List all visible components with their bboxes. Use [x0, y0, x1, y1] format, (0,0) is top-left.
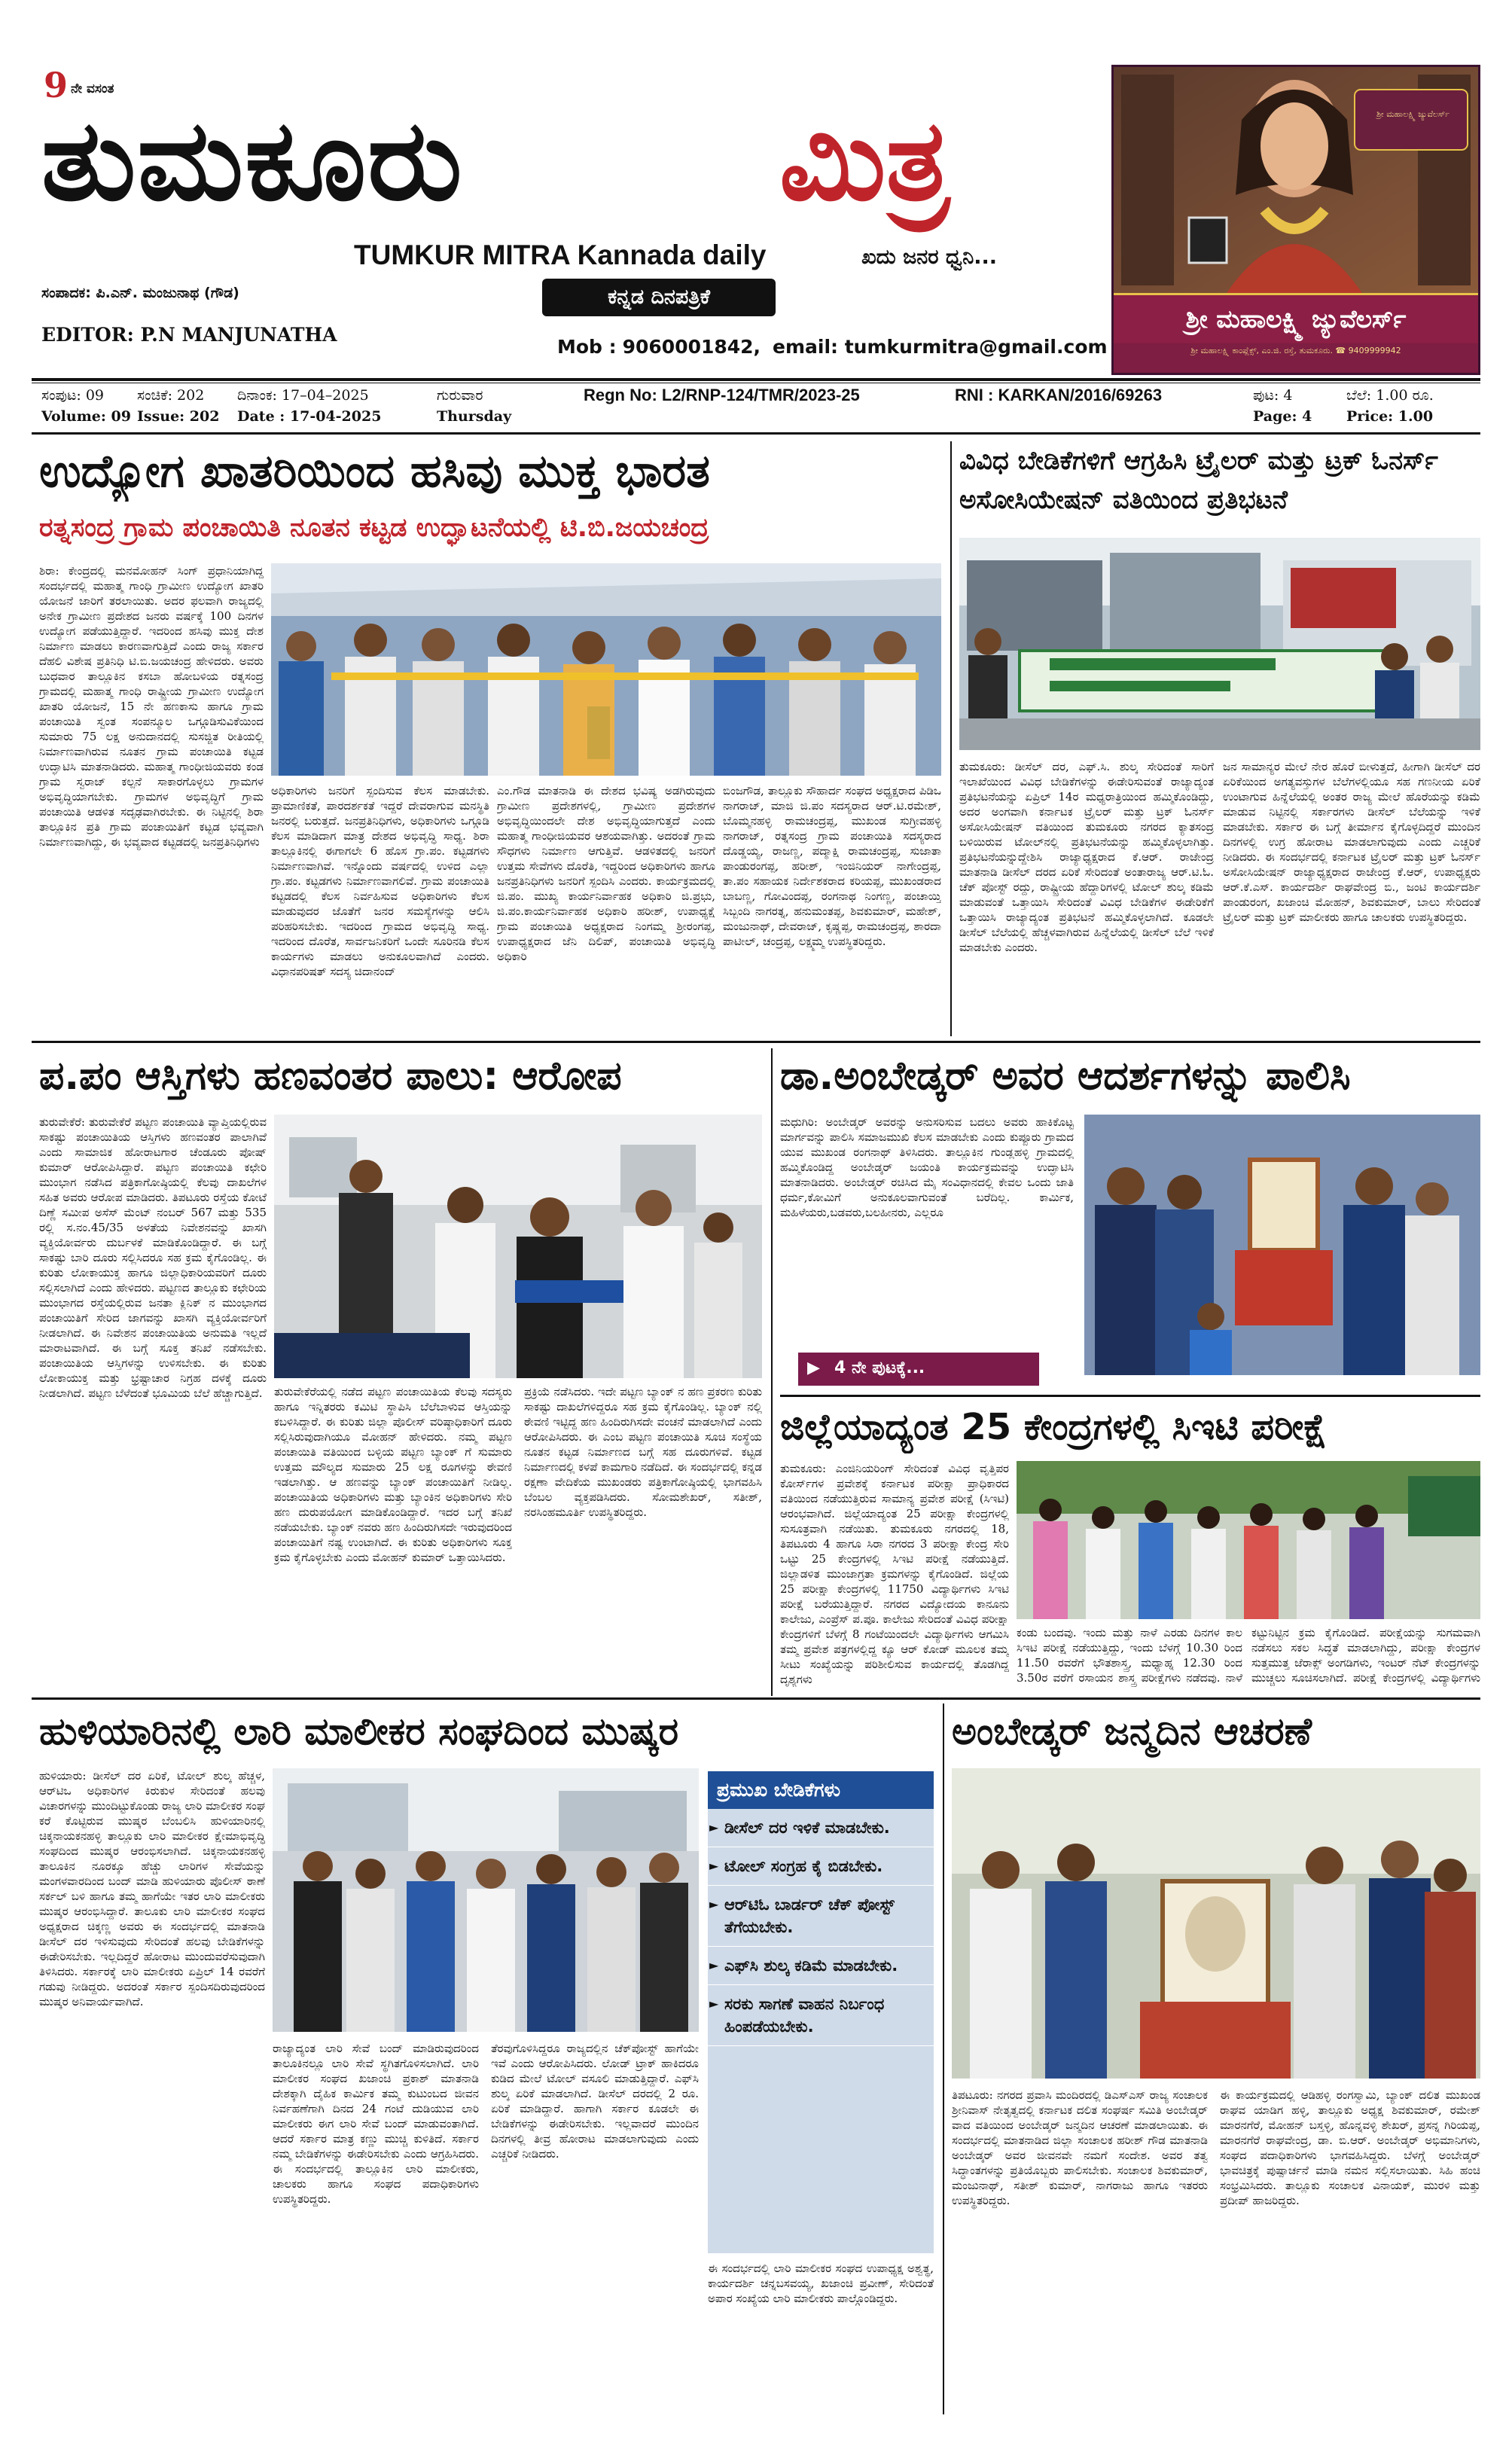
price-kn: ಬೆಲೆ: 1.00 ರೂ. [1346, 387, 1434, 404]
mobile-number: 9060001842, [622, 336, 761, 358]
demand-item: ► ಡೀಸೆಲ್ ದರ ಇಳಿಕೆ ಮಾಡಬೇಕು. [708, 1809, 934, 1847]
lead-subhead: ರತ್ನಸಂದ್ರ ಗ್ರಾಮ ಪಂಚಾಯಿತಿ ನೂತನ ಕಟ್ಟಡ ಉದ್ಘಾಟನೆಯಲ್ಲಿ ಟಿ.ಬಿ.ಜಯಚಂದ್ರ [39, 513, 709, 543]
row-rule-3 [32, 1697, 1480, 1700]
property-headline: ಪ.ಪಂ ಆಸ್ತಿಗಳು ಹಣವಂತರ ಪಾಲು: ಆರೋಪ [39, 1054, 622, 1099]
lorry-column-1: ಹುಳಿಯಾರು: ಡೀಸೆಲ್ ದರ ಏರಿಕೆ, ಟೋಲ್ ಶುಲ್ಕ ಹೆಚ್ಚಳ, ಆರ್‌ಟಿಒ ಅಧಿಕಾರಿಗಳ ಕಿರುಕುಳ ಸೇರಿದಂತೆ ಹಲವು ವಿಚಾರಗಳನ್ನು ಮುಂದಿಟ್ಟುಕೊಂಡು ರಾಜ್ಯ ಲಾರಿ ಮಾಲೀಕರ ಸಂಘ ಕರೆ ಕೊಟ್ಟಿರುವ ಮುಷ್ಕರ ಬೆಂಬಲಿಸಿ ಹುಳಿಯಾರಿನಲ್ಲಿ ಚಿಕ್ಕನಾಯಕನಹಳ್ಳಿ ತಾಲ್ಲೂಕು ಲಾರಿ ಮಾಲೀಕರ ಕ್ಷೇಮಾಭಿವೃದ್ಧಿ ಸಂಘದಿಂದ ಮುಷ್ಕರ ಆರಂಭಿಸಲಾಗಿದೆ. ಚಿಕ್ಕನಾಯಕನಹಳ್ಳಿ ತಾಲೂಕಿನ ನೂರಕ್ಕೂ ಹೆಚ್ಚು ಲಾರಿಗಳ ಸೇವೆಯನ್ನು ಮಂಗಳವಾರದಿಂದ ಬಂದ್ ಮಾಡಿ ಹುಳಿಯಾರು ಪೊಲೀಸ್ ಠಾಣೆ ಸರ್ಕಲ್ ಬಳಿ ಹಾಗೂ ತಮ್ಮ ಹಾಗೆಯೇ ಇತರ ಲಾರಿ ಮಾಲೀಕರು ಮುಷ್ಕರ ಆರಂಭಿಸಿದ್ದಾರೆ. ತಾಲೂಕು ಲಾರಿ ಮಾಲೀಕರ ಸಂಘದ ಅಧ್ಯಕ್ಷರಾದ ಚಿಕ್ಕಣ್ಣ ಅವರು ಈ ಸಂದರ್ಭದಲ್ಲಿ ಮಾತನಾಡಿ ಡೀಸೆಲ್ ದರ ಇಳಿಸುವುದು ಸೇರಿದಂತೆ ಹಲವು ಬೇಡಿಕೆಗಳನ್ನು ಈಡೇರಿಸಬೇಕು. ಇಲ್ಲದಿದ್ದರೆ ಹೋರಾಟ ಮುಂದುವರೆಸುವುದಾಗಿ ತಿಳಿಸಿದರು. ಸರ್ಕಾರಕ್ಕೆ ಲಾರಿ ಮಾಲೀಕರು ಏಪ್ರಿಲ್ 14 ರವರೆಗೆ ಗಡುವು ನೀಡಿದ್ದರು. ಅದರಂತೆ ಸರ್ಕಾರ ಸ್ಪಂದಿಸದಿರುವುದರಿಂದ ಮುಷ್ಕರ ಅನಿವಾರ್ಯವಾಗಿದೆ. [39, 1769, 265, 2008]
row-rule-1 [32, 1041, 1480, 1043]
ambedkar-ideals-body: ಮಧುಗಿರಿ: ಅಂಬೇಡ್ಕರ್ ಅವರನ್ನು ಅನುಸರಿಸುವ ಬದಲು ಅವರು ಹಾಕಿಕೊಟ್ಟ ಮಾರ್ಗವನ್ನು ಪಾಲಿಸಿ ಸಮಾಜಮುಖಿ ಕೆಲಸ ಮಾಡಬೇಕು ಎಂದು ಕುಪ್ಪೂರು ಗ್ರಾಮದ ಯುವ ಮುಖಂಡ ರಂಗನಾಥ್ ತಿಳಿಸಿದರು. ತಾಲ್ಲೂಕಿನ ಗುಂಡ್ಲಹಳ್ಳಿ ಗ್ರಾಮದಲ್ಲಿ ಹಮ್ಮಿಕೊಂಡಿದ್ದ ಅಂಬೇಡ್ಕರ್ ಜಯಂತಿ ಕಾರ್ಯಕ್ರಮವನ್ನು ಉದ್ಘಾಟಿಸಿ ಮಾತನಾಡಿದರು. ಅಂಬೇಡ್ಕರ್ ರಚಿಸಿದ ಮೈ ಸಂವಿಧಾನದಲ್ಲಿ ಕೇವಲ ಒಂದು ಜಾತಿ ಧರ್ಮ,ಕೋಮಿಗೆ ಅನುಕೂಲವಾಗುವಂತೆ ಬರೆದಿಲ್ಲ. ಕಾರ್ಮಿಕ, ಮಹಿಳೆಯರು,ಬಡವರು,ಬಲಹೀನರು, ಎಲ್ಲರೂ [780, 1115, 1074, 1219]
continued-link[interactable] [798, 1353, 1039, 1386]
advert-photo [1114, 67, 1478, 293]
issue-strip-bottom-rule [32, 432, 1480, 435]
column-divider-middle [771, 1048, 773, 1696]
lorry-column-4: ಈ ಸಂದರ್ಭದಲ್ಲಿ ಲಾರಿ ಮಾಲೀಕರ ಸಂಘದ ಉಪಾಧ್ಯಕ್ಷ ಅಶ್ವತ್ಥ, ಕಾರ್ಯದರ್ಶಿ ಚನ್ನಬಸವಯ್ಯ, ಖಜಾಂಚಿ ಪ್ರವೀಣ್, ಸೇರಿದಂತೆ ಅಪಾರ ಸಂಖ್ಯೆಯ ಲಾರಿ ಮಾಲೀಕರು ಪಾಲ್ಗೊಂಡಿದ್ದರು. [708, 2262, 934, 2305]
protest-photo [959, 538, 1480, 750]
issue-strip-top-rule [32, 378, 1480, 381]
lorry-headline: ಹುಳಿಯಾರಿನಲ್ಲಿ ಲಾರಿ ಮಾಲೀಕರ ಸಂಘದಿಂದ ಮುಷ್ಕರ [39, 1710, 679, 1753]
demand-item: ► ಸರಕು ಸಾಗಣೆ ವಾಹನ ನಿರ್ಬಂಧ ಹಿಂಪಡೆಯಬೇಕು. [708, 1985, 934, 2046]
row-rule-2 [780, 1395, 1480, 1397]
jayanti-photo [952, 1768, 1480, 2079]
date-en: Date : 17-04-2025 [237, 408, 382, 425]
column-divider-upper [950, 441, 952, 1036]
cet-photo [1017, 1461, 1480, 1619]
tagline: ಖದು ಜನರ ಧ್ವನಿ... [861, 246, 997, 269]
day-en: Thursday [437, 408, 512, 425]
editor-kannada: ಸಂಪಾದಕ: ಪಿ.ಎನ್. ಮಂಜುನಾಥ (ಗೌಡ) [41, 285, 239, 301]
volume-kn: ಸಂಪುಟ: 09 [41, 387, 104, 404]
protest-headline: ವಿವಿಧ ಬೇಡಿಕೆಗಳಿಗೆ ಆಗ್ರಹಿಸಿ ಟ್ರೈಲರ್ ಮತ್ತು ಟ್ರಕ್ ಓನರ್ಸ್ ಅಸೋಸಿಯೇಷನ್ ವತಿಯಿಂದ ಪ್ರತಿಭಟನೆ [959, 446, 1438, 515]
lorry-column-3: ತೆರವುಗೊಳಿಸಿದ್ದರೂ ರಾಜ್ಯದಲ್ಲಿನ ಚೆಕ್‌ಪೋಸ್ಟ್ ಹಾಗೆಯೇ ಇವೆ ಎಂದು ಆರೋಪಿಸಿದರು. ಲೋಡ್ ಟ್ರಾಕ್ ಹಾಕಿದರೂ ಕುಡಿದ ಮೇಲೆ ಟೋಲ್ ವಸೂಲಿ ಮಾಡುತ್ತಿದ್ದಾರೆ. ಎಫ್‌ಸಿ ಶುಲ್ಕ ಏರಿಕೆ ಮಾಡಲಾಗಿದೆ. ಡೀಸೆಲ್ ದರದಲ್ಲಿ 2 ರೂ. ಏರಿಕೆ ಮಾಡಿದ್ದಾರೆ. ಹಾಗಾಗಿ ಸರ್ಕಾರ ಕೂಡಲೇ ಈ ಬೇಡಿಕೆಗಳನ್ನು ಈಡೇರಿಸಬೇಕು. ಇಲ್ಲವಾದರೆ ಮುಂದಿನ ದಿನಗಳಲ್ಲಿ ತೀವ್ರ ಹೋರಾಟ ಮಾಡಲಾಗುವುದು ಎಂದು ಎಚ್ಚರಿಕೆ ನೀಡಿದರು. [491, 2042, 699, 2161]
demand-item: ► ಆರ್‌ಟಿಓ ಬಾರ್ಡರ್ ಚೆಕ್ ಪೋಸ್ಟ್ ತೆಗೆಯಬೇಕು. [708, 1886, 934, 1947]
cet-column-1: ತುಮಕೂರು: ಎಂಜಿನಿಯರಿಂಗ್ ಸೇರಿದಂತೆ ವಿವಿಧ ವೃತ್ತಿಪರ ಕೋರ್ಸ್‌ಗಳ ಪ್ರವೇಶಕ್ಕೆ ಕರ್ನಾಟಕ ಪರೀಕ್ಷಾ ಪ್ರಾಧಿಕಾರದ ವತಿಯಿಂದ ನಡೆಯುತ್ತಿರುವ ಸಾಮಾನ್ಯ ಪ್ರವೇಶ ಪರೀಕ್ಷೆ (ಸಿಇಟಿ) ಆರಂಭವಾಗಿದೆ. ಜಿಲ್ಲೆಯಾದ್ಯಂತ 25 ಪರೀಕ್ಷಾ ಕೇಂದ್ರಗಳಲ್ಲಿ ಸುಸೂತ್ರವಾಗಿ ನಡೆಯಿತು. ತುಮಕೂರು ನಗರದಲ್ಲಿ 18, ತಿಪಟೂರು 4 ಹಾಗೂ ಸಿರಾ ನಗರದ 3 ಪರೀಕ್ಷಾ ಕೇಂದ್ರ ಸೇರಿ ಒಟ್ಟು 25 ಕೇಂದ್ರಗಳಲ್ಲಿ ಸಿಇಟಿ ಪರೀಕ್ಷೆ ನಡೆಯುತ್ತಿದೆ. ಜಿಲ್ಲಾಡಳಿತ ಮುಂಜಾಗ್ರತಾ ಕ್ರಮಗಳನ್ನು ಕೈಗೊಂಡಿದೆ. ಜಿಲ್ಲೆಯ 25 ಪರೀಕ್ಷಾ ಕೇಂದ್ರಗಳಲ್ಲಿ 11750 ವಿದ್ಯಾರ್ಥಿಗಳು ಸಿಇಟಿ ಪರೀಕ್ಷೆ ಬರೆಯುತ್ತಿದ್ದಾರೆ. ನಗರದ ವಿದ್ಯೋದಯ ಕಾನೂನು ಕಾಲೇಜು, ಎಂಪ್ರೆಸ್ ಪ.ಪೂ. ಕಾಲೇಜು ಸೇರಿದಂತೆ ವಿವಿಧ ಪರೀಕ್ಷಾ ಕೇಂದ್ರಗಳಿಗೆ ಬೆಳಗ್ಗೆ 8 ಗಂಟೆಯಿಂದಲೇ ವಿದ್ಯಾರ್ಥಿಗಳು ಆಗಮಿಸಿ ತಮ್ಮ ಪ್ರವೇಶ ಪತ್ರಗಳಲ್ಲಿದ್ದ ಕ್ಯೂ ಆರ್ ಕೋಡ್ ಮೂಲಕ ತಮ್ಮ ಸೀಟು ಸಂಖ್ಯೆಯನ್ನು ಪರಿಶೀಲಿಸುವ ಕಾರ್ಯದಲ್ಲಿ ತೊಡಗಿದ್ದ ದೃಶ್ಯಗಳು [780, 1462, 1009, 1686]
property-column-2: ತುರುವೇಕೆರೆಯಲ್ಲಿ ನಡೆದ ಪಟ್ಟಣ ಪಂಚಾಯಿತಿಯ ಕೆಲವು ಸದಸ್ಯರು ಹಾಗೂ ಇನ್ನಿತರರು ಕಮಿಟಿ ಸ್ಥಾಪಿಸಿ ಬೆಲೆಬಾಳುವ ಆಸ್ತಿಯನ್ನು ಕಬಳಿಸಿದ್ದಾರೆ. ಈ ಕುರಿತು ಜಿಲ್ಲಾ ಪೊಲೀಸ್ ವರಿಷ್ಠಾಧಿಕಾರಿಗೆ ದೂರು ಸಲ್ಲಿಸಿರುವುದಾಗಿಯೂ ಮೋಹನ್ ಹೇಳಿದರು. ನಮ್ಮ ಪಟ್ಟಣ ಪಂಚಾಯಿತಿ ವತಿಯಿಂದ ಬಳ್ಳಿಯ ಪಟ್ಟಣ ಬ್ಯಾಂಕ್ ಗೆ ಸುಮಾರು ಉತ್ತಮ ಮೌಲ್ಯದ ಸುಮಾರು 25 ಲಕ್ಷ ರೂಗಳನ್ನು ಠೇವಣಿ ಇಡಲಾಗಿತ್ತು. ಆ ಹಣವನ್ನು ಬ್ಯಾಂಕ್ ಪಂಚಾಯಿತಿಗೆ ನೀಡಿಲ್ಲ. ಪಂಚಾಯಿತಿಯ ಅಧಿಕಾರಿಗಳು ಮತ್ತು ಬ್ಯಾಂಕಿನ ಅಧಿಕಾರಿಗಳು ಸೇರಿ ಹಣ ದುರುಪಯೋಗ ಮಾಡಿಕೊಂಡಿದ್ದಾರೆ. ಇದರ ಬಗ್ಗೆ ತನಿಖೆ ನಡೆಯಬೇಕು. ಬ್ಯಾಂಕ್ ನವರು ಹಣ ಹಿಂದಿರುಗಿಸದೇ ಇರುವುದರಿಂದ ಪಂಚಾಯಿತಿಗೆ ನಷ್ಟ ಉಂಟಾಗಿದೆ. ಈ ಕುರಿತು ಅಧಿಕಾರಿಗಳು ಸೂಕ್ತ ಕ್ರಮ ಕೈಗೊಳ್ಳಬೇಕು ಎಂದು ಮೋಹನ್ ಕುಮಾರ್ ಒತ್ತಾಯಿಸಿದರು. [274, 1385, 512, 1564]
jayanti-headline: ಅಂಬೇಡ್ಕರ್ ಜನ್ಮದಿನ ಆಚರಣೆ [952, 1710, 1312, 1753]
page-en: Page: 4 [1253, 408, 1312, 425]
mobile-label: Mob : [557, 336, 617, 358]
cet-column-2: ಕಂಡು ಬಂದವು. ಇಂದು ಮತ್ತು ನಾಳೆ ಎರಡು ದಿನಗಳ ಕಾಲ ಸಿಇಟಿ ಪರೀಕ್ಷೆ ನಡೆಯುತ್ತಿದ್ದು, ಇಂದು ಬೆಳಗ್ಗೆ 10.30 ರಿಂದ 11.50 ರವರೆಗೆ ಭೌತಶಾಸ್ತ್ರ, ಮಧ್ಯಾಹ್ನ 12.30 ರಿಂದ 3.50ರ ವರೆಗೆ ರಸಾಯನ ಶಾಸ್ತ್ರ ಪರೀಕ್ಷೆಗಳು ನಡೆದವು. ನಾಳೆ [1017, 1626, 1242, 1685]
price-en: Price: 1.00 [1346, 408, 1434, 425]
advert-logo-text: ಶ್ರೀ ಮಹಾಲಕ್ಷ್ಮಿ ಜ್ಯುವೆಲರ್ಸ್ [1376, 109, 1450, 119]
page-kn: ಪುಟ: 4 [1253, 387, 1293, 404]
editor-english: EDITOR: P.N MANJUNATHA [41, 324, 337, 346]
day-kn: ಗುರುವಾರ [437, 387, 483, 404]
ambedkar-ideals-headline: ಡಾ.ಅಂಬೇಡ್ಕರ್ ಅವರ ಆದರ್ಶಗಳನ್ನು ಪಾಲಿಸಿ [780, 1054, 1351, 1099]
volume-en: Volume: 09 [41, 408, 131, 425]
demands-box-title: ಪ್ರಮುಖ ಬೇಡಿಕೆಗಳು [708, 1771, 934, 1809]
protest-column-2: ಜನ ಸಾಮಾನ್ಯರ ಮೇಲೆ ನೇರ ಹೊರೆ ಬೀಳುತ್ತದೆ, ಹೀಗಾಗಿ ಡೀಸೆಲ್ ದರ ಏರಿಕೆಯಿಂದ ಅಗತ್ಯವಸ್ತುಗಳ ಬೆಲೆಗಳಲ್ಲಿಯೂ ಸಹ ಗಣನೀಯ ಏರಿಕೆ ಉಂಟಾಗುವ ಹಿನ್ನೆಲೆಯಲ್ಲಿ ಅಂತರ ರಾಜ್ಯ ಮೇಲೆ ಹೊರೆಯನ್ನು ಕಡಿಮೆ ಮಾಡುವ ನಿಟ್ಟಿನಲ್ಲಿ ಸರ್ಕಾರಗಳು ಡೀಸೆಲ್ ಬೆಲೆಯನ್ನು ಇಳಿಕೆ ಮಾಡಬೇಕು. ಸರ್ಕಾರ ಈ ಬಗ್ಗೆ ತೀರ್ಮಾನ ಕೈಗೊಳ್ಳದಿದ್ದರೆ ಮುಂದಿನ ದಿನಗಳಲ್ಲಿ ಉಗ್ರ ಹೋರಾಟ ಮಾಡಲಾಗುವುದು ಎಂದು ಎಚ್ಚರಿಕೆ ನೀಡಿದರು. ಈ ಸಂದರ್ಭದಲ್ಲಿ ಕರ್ನಾಟಕ ಟ್ರೈಲರ್ ಮತ್ತು ಟ್ರಕ್ ಓನರ್ಸ್ ಅಸೋಸಿಯೇಷನ್ ರಾಜ್ಯಾಧ್ಯಕ್ಷರಾದ ರಾಜೇಂದ್ರ ಕೆ.ಆರ್, ಉಪಾಧ್ಯಕ್ಷರು ಆರ್.ಕೆ.ಎಸ್. ಕಾರ್ಯದರ್ಶಿ ರಾಘವೇಂದ್ರ ಬಿ., ಜಂಟಿ ಕಾರ್ಯದರ್ಶಿ ಪಾಂಡುರಂಗ, ಖಜಾಂಚಿ ಮೋಹನ್, ಶಿವಕುಮಾರ್, ಬಾಲು ಸೇರಿದಂತೆ ಟ್ರೈಲರ್ ಮತ್ತು ಟ್ರಕ್ ಮಾಲೀಕರು ಹಾಗೂ ಚಾಲಕರು ಉಪಸ್ಥಿತರಿದ್ದರು. [1223, 760, 1480, 924]
lead-column-3: ಎಂ.ಗೌಡ ಮಾತನಾಡಿ ಈ ದೇಶದ ಭವಿಷ್ಯ ಅಡಗಿರುವುದು ಗ್ರಾಮೀಣ ಪ್ರದೇಶಗಳಲ್ಲಿ, ಗ್ರಾಮೀಣ ಪ್ರದೇಶಗಳ ಅಭಿವೃದ್ಧಿಯಿಂದಲೇ ದೇಶ ಅಭಿವೃದ್ಧಿಯಾಗುತ್ತದೆ ಎಂದು ಮಹಾತ್ಮ ಗಾಂಧೀಜಿಯವರ ಆಶಯವಾಗಿತ್ತು. ಅದರಂತೆ ಗ್ರಾಮ ಸೌಧಗಳು ನಿರ್ಮಾಣ ಆಗುತ್ತಿವೆ. ಆಡಳಿತದಲ್ಲಿ ಜನರಿಗೆ ಉತ್ತಮ ಸೇವೆಗಳು ದೊರೆತಿ, ಇದ್ದರಿಂದ ಅಧಿಕಾರಿಗಳು ಹಾಗೂ ಜನಪ್ರತಿನಿಧಿಗಳು ಜನರಿಗೆ ಸ್ಪಂದಿಸಿ ಎಂದರು. ಕಾರ್ಯಕ್ರಮದಲ್ಲಿ ಜಿ.ಪಂ. ಮುಖ್ಯ ಕಾರ್ಯನಿರ್ವಾಹಕ ಅಧಿಕಾರಿ ಜಿ.ಪ್ರಭು, ಜಿ.ಪಂ.ಕಾರ್ಯನಿರ್ವಾಹಕ ಅಧಿಕಾರಿ ಹರೀಶ್, ಉಪಾಧ್ಯಕ್ಷೆ ಗ್ರಾಮ ಪಂಚಾಯಿತಿ ಅಧ್ಯಕ್ಷರಾದ ನಿಂಗಮ್ಮ ಶ್ರೀರಂಗಪ್ಪ, ಉಪಾಧ್ಯಕ್ಷರಾದ ಜೆನಿ ದಿಲಿಪ್, ಪಂಚಾಯಿತಿ ಅಭಿವೃದ್ಧಿ ಅಧಿಕಾರಿ [497, 784, 715, 963]
lead-headline: ಉದ್ಯೋಗ ಖಾತರಿಯಿಂದ ಹಸಿವು ಮುಕ್ತ ಭಾರತ [39, 445, 710, 498]
property-column-1: ತುರುವೇಕೆರೆ: ತುರುವೇಕೆರೆ ಪಟ್ಟಣ ಪಂಚಾಯಿತಿ ವ್ಯಾಪ್ತಿಯಲ್ಲಿರುವ ಸಾಕಷ್ಟು ಪಂಚಾಯಿತಿಯ ಆಸ್ತಿಗಳು ಹಣವಂತರ ಪಾಲಾಗಿವೆ ಎಂದು ಸಾಮಾಜಿಕ ಹೋರಾಟಗಾರ ಚೆಂಡೂರು ಪೋಷ್ ಕುಮಾರ್ ಆರೋಪಿಸಿದ್ದಾರೆ. ಪಟ್ಟಣ ಪಂಚಾಯಿತಿ ಕಛೇರಿ ಮುಂಭಾಗ ನಡೆಸಿದ ಪತ್ರಿಕಾಗೋಷ್ಠಿಯಲ್ಲಿ ಕೆಲವು ದಾಖಲೆಗಳ ಸಹಿತ ಅವರು ಆರೋಪ ಮಾಡಿದರು. ತಿಪಟೂರು ರಸ್ತೆಯ ಕೋಟೆ ದಿಣ್ಣೆ ಸಮೀಪ ಅಸೆಸ್ ಮೆಂಟ್ ನಂಬರ್ 567 ಮತ್ತು 535 ರಲ್ಲಿ ಸ.ನಂ.45/35 ಅಳತೆಯ ನಿವೇಶನವನ್ನು ಖಾಸಗಿ ವ್ಯಕ್ತಿಯೋರ್ವರು ದುರ್ಬಳಕೆ ಮಾಡಿಕೊಂಡಿದ್ದಾರೆ. ಈ ಬಗ್ಗೆ ಸಾಕಷ್ಟು ಬಾರಿ ದೂರು ಸಲ್ಲಿಸಿದರೂ ಸಹ ಕ್ರಮ ಕೈಗೊಂಡಿಲ್ಲ. ಈ ಕುರಿತು ಲೋಕಾಯುಕ್ತ ಹಾಗೂ ಜಿಲ್ಲಾಧಿಕಾರಿಯವರಿಗೆ ದೂರು ಸಲ್ಲಿಸಲಾಗಿದೆ ಎಂದು ಹೇಳಿದರು. ಪಟ್ಟಣದ ತಾಲ್ಲೂಕು ಕಛೇರಿಯ ಮುಂಭಾಗದ ರಸ್ತೆಯಲ್ಲಿರುವ ಜನತಾ ಕ್ಲಿನಿಕ್ ನ ಮುಂಭಾಗದ ಪಂಚಾಯಿತಿಗೆ ಸೇರಿದ ಜಾಗವನ್ನು ಖಾಸಗಿ ವ್ಯಕ್ತಿಯೋರ್ವರಿಗೆ ನೀಡಲಾಗಿದೆ. ಈ ನಿವೇಶನ ಪಂಚಾಯಿತಿಯ ಅನುಮತಿ ಇಲ್ಲದೆ ಮಾರಾಟವಾಗಿದೆ. ಈ ಬಗ್ಗೆ ಸೂಕ್ತ ತನಿಖೆ ನಡೆಸಬೇಕು. ಪಂಚಾಯಿತಿಯ ಆಸ್ತಿಗಳನ್ನು ಉಳಿಸಬೇಕು. ಈ ಕುರಿತು ಲೋಕಾಯುಕ್ತ ಮತ್ತು ಭ್ರಷ್ಟಾಚಾರ ನಿಗ್ರಹ ದಳಕ್ಕೆ ದೂರು ನೀಡಲಾಗಿದೆ. ಪಟ್ಟಣ ಬೆಳೆದಂತೆ ಭೂಮಿಯ ಬೆಲೆ ಹೆಚ್ಚಾಗುತ್ತಿದೆ. [39, 1115, 267, 1400]
regn-number: Regn No: L2/RNP-124/TMR/2023-25 [584, 386, 860, 404]
email-address: email: tumkurmitra@gmail.com [773, 336, 1108, 358]
advert-address: ಶ್ರೀ ಮಹಾಲಕ್ಷ್ಮಿ ಕಾಂಪ್ಲೆಕ್ಸ್, ಎಂ.ಜಿ. ರಸ್ತೆ, ತುಮಕೂರು. ☎ 9409999942 [1190, 346, 1401, 355]
column-divider-lower [943, 1703, 944, 2414]
masthead [0, 0, 1512, 377]
continued-label: 4 ನೇ ಪುಟಕ್ಕೆ... [834, 1359, 925, 1377]
edition-number: 9 [44, 65, 69, 105]
lorry-photo [273, 1768, 699, 2032]
cet-headline: ಜಿಲ್ಲೆಯಾದ್ಯಂತ 25 ಕೇಂದ್ರಗಳಲ್ಲಿ ಸಿಇಟಿ ಪರೀಕ್ಷೆ [780, 1406, 1328, 1448]
lead-column-1: ಶಿರಾ: ಕೇಂದ್ರದಲ್ಲಿ ಮನಮೋಹನ್ ಸಿಂಗ್ ಪ್ರಧಾನಿಯಾಗಿದ್ದ ಸಂದರ್ಭದಲ್ಲಿ ಮಹಾತ್ಮ ಗಾಂಧಿ ಗ್ರಾಮೀಣ ಉದ್ಯೋಗ ಖಾತರಿ ಯೋಜನೆ ಜಾರಿಗೆ ತರಲಾಯಿತು. ಅದರ ಫಲವಾಗಿ ರಾಜ್ಯದಲ್ಲಿ ಅನೇಕ ಗ್ರಾಮೀಣ ಪ್ರದೇಶದ ಜನರು ವರ್ಷಕ್ಕೆ 100 ದಿನಗಳ ಉದ್ಯೋಗ ಪಡೆಯುತ್ತಿದ್ದಾರೆ. ಇದರಿಂದ ಹಸಿವು ಮುಕ್ತ ದೇಶ ನಿರ್ಮಾಣ ಮಾಡಲು ಕಾರಣವಾಗುತ್ತಿದೆ ಎಂದು ರಾಜ್ಯ ಸರ್ಕಾರ ದೆಹಲಿ ವಿಶೇಷ ಪ್ರತಿನಿಧಿ ಟಿ.ಬಿ.ಜಯಚಂದ್ರ ಹೇಳಿದರು. ಅವರು ಬುಧವಾರ ತಾಲ್ಲೂಕಿನ ಕಸಬಾ ಹೋಬಳಿಯ ರತ್ನಸಂದ್ರ ಗ್ರಾಮದಲ್ಲಿ ಮಹಾತ್ಮ ಗಾಂಧಿ ರಾಷ್ಟ್ರೀಯ ಗ್ರಾಮೀಣ ಉದ್ಯೋಗ ಖಾತರಿ ಯೋಜನೆ, 15 ನೇ ಹಣಕಾಸು ಹಾಗೂ ಗ್ರಾಮ ಪಂಚಾಯಿತಿ ಸ್ವಂತ ಸಂಪನ್ಮೂಲ ಒಗ್ಗೂಡಿಸುವಿಕೆಯಿಂದ ಸುಮಾರು 75 ಲಕ್ಷ ಅನುದಾನದಲ್ಲಿ ಸುಸಜ್ಜಿತ ರೀತಿಯಲ್ಲಿ ನಿರ್ಮಾಣವಾಗಿರುವ ನೂತನ ಗ್ರಾಮ ಪಂಚಾಯಿತಿ ಕಟ್ಟಡ ಉದ್ಘಾಟಿಸಿ ಮಾತನಾಡಿದರು. ಮಹಾತ್ಮ ಗಾಂಧೀಜಿಯವರು ಕಂಡ ಗ್ರಾಮ ಸ್ವರಾಜ್ ಕಲ್ಪನೆ ಸಾಕಾರಗೊಳ್ಳಲು ಗ್ರಾಮಗಳ ಅಭಿವೃದ್ಧಿಯಾಗಬೇಕು. ಗ್ರಾಮಗಳ ಅಭಿವೃದ್ಧಿಗೆ ಗ್ರಾಮ ಪಂಚಾಯಿತಿ ಆಡಳಿತ ಸದೃಢವಾಗಿರಬೇಕು. ಈ ನಿಟ್ಟಿನಲ್ಲಿ ಶಿರಾ ತಾಲ್ಲೂಕಿನ ಪ್ರತಿ ಗ್ರಾಮ ಪಂಚಾಯಿತಿಗೆ ಕಟ್ಟಡ ಭವ್ಯವಾಗಿ ನಿರ್ಮಾಣವಾಗಿದ್ದು, ಈ ಭವ್ಯವಾದ ಕಟ್ಟಡದಲ್ಲಿ ಜನಪ್ರತಿನಿಧಿಗಳು [39, 564, 264, 849]
lead-photo [271, 563, 941, 776]
protest-column-1: ತುಮಕೂರು: ಡೀಸೆಲ್ ದರ, ಎಫ್.ಸಿ. ಶುಲ್ಕ ಸೇರಿದಂತೆ ಸಾರಿಗೆ ಇಲಾಖೆಯಿಂದ ವಿವಿಧ ಬೇಡಿಕೆಗಳನ್ನು ಈಡೇರಿಸುವಂತೆ ರಾಜ್ಯಾದ್ಯಂತ ಪ್ರತಿಭಟನೆಯನ್ನು ಏಪ್ರಿಲ್ 14ರ ಮಧ್ಯರಾತ್ರಿಯಿಂದ ಹಮ್ಮಿಕೊಂಡಿದ್ದು, ಅದರ ಅಂಗವಾಗಿ ಕರ್ನಾಟಕ ಟ್ರೈಲರ್ ಮತ್ತು ಟ್ರಕ್ ಓನರ್ಸ್ ಅಸೋಸಿಯೇಷನ್ ವತಿಯಿಂದ ತುಮಕೂರು ನಗರದ ಕ್ಯಾತಸಂದ್ರ ಬಳಿಯಿರುವ ಟೋಲ್‌ನಲ್ಲಿ ಪ್ರತಿಭಟನೆಯನ್ನು ಹಮ್ಮಿಕೊಳ್ಳಲಾಗಿತ್ತು. ಪ್ರತಿಭಟನೆಯನ್ನುದ್ದೇಶಿಸಿ ರಾಜ್ಯಾಧ್ಯಕ್ಷರಾದ ಕೆ.ಆರ್. ರಾಜೇಂದ್ರ ಮಾತನಾಡಿ ಡೀಸೆಲ್ ದರದ ಏರಿಕೆ ಸೇರಿದಂತೆ ಅಂತಾರಾಜ್ಯ ಆರ್.ಟಿ.ಓ. ಚೆಕ್ ಪೋಸ್ಟ್ ರದ್ದು, ರಾಷ್ಟ್ರೀಯ ಹೆದ್ದಾರಿಗಳಲ್ಲಿ ಟೋಲ್ ಶುಲ್ಕ ಕಡಿಮೆ ಮಾಡುವಂತೆ ಒತ್ತಾಯಿಸಿ ಸೇರಿದಂತೆ ವಿವಿಧ ಬೇಡಿಕೆಗಳ ಈಡೇರಿಕೆಗೆ ಒತ್ತಾಯಿಸಿ ರಾಜ್ಯಾದ್ಯಂತ ಪ್ರತಿಭಟನೆ ಹಮ್ಮಿಕೊಳ್ಳಲಾಗಿದೆ. ಕೂಡಲೇ ಡೀಸೆಲ್ ಬೆಲೆಯಲ್ಲಿ ಹೆಚ್ಚಳವಾಗಿರುವ ಹಿನ್ನೆಲೆಯಲ್ಲಿ ಡೀಸೆಲ್ ಬೆಲೆ ಇಳಿಕೆ ಮಾಡಬೇಕು ಎಂದರು. [959, 760, 1214, 954]
jayanti-column-2: ಈ ಕಾರ್ಯಕ್ರಮದಲ್ಲಿ ಆಡಿಹಳ್ಳಿ ರಂಗಸ್ವಾಮಿ, ಬ್ಯಾಂಕ್ ದಲಿತ ಮುಖಂಡ ರಾಘವ ಯಾಡಿಗ ಹಳ್ಳಿ, ತಾಲ್ಲೂಕು ಅಧ್ಯಕ್ಷ ಶಿವಕುಮಾರ್, ರಮೇಶ್ ಮಾರನಗೆರೆ, ಮೋಹನ್ ಬಸ್ತಳ್ಳಿ, ಹೊನ್ನವಳ್ಳಿ ಶೇಖರ್, ಪ್ರಸನ್ನ ಗಿರಿಯಪ್ಪ, ಮಾರನಗೆರೆ ರಾಘವೇಂದ್ರ, ಡಾ. ಬಿ.ಆರ್. ಅಂಬೇಡ್ಕರ್ ಅಭಿಮಾನಿಗಳು, ಸಂಘದ ಪದಾಧಿಕಾರಿಗಳು ಭಾಗವಹಿಸಿದ್ದರು. ಬೆಳಗ್ಗೆ ಅಂಬೇಡ್ಕರ್ ಭಾವಚಿತ್ರಕ್ಕೆ ಪುಷ್ಪಾರ್ಚನೆ ಮಾಡಿ ನಮನ ಸಲ್ಲಿಸಲಾಯಿತು. ಸಿಹಿ ಹಂಚಿ ಸಂಭ್ರಮಿಸಿದರು. ತಾಲ್ಲೂಕು ಸಂಚಾಲಕ ವಿನಾಯಕ್, ಮುರಳಿ ಮತ್ತು ಪ್ರದೀಪ್ ಹಾಜರಿದ್ದರು. [1220, 2088, 1480, 2207]
jewellery-advert[interactable] [1111, 65, 1480, 375]
date-kn: ದಿನಾಂಕ: 17–04–2025 [237, 387, 369, 404]
daily-badge [542, 279, 776, 316]
advert-banner [1114, 293, 1478, 343]
rni-number: RNI : KARKAN/2016/69263 [955, 386, 1163, 404]
ambedkar-ideals-photo [1084, 1115, 1480, 1375]
demands-list [708, 1809, 934, 2046]
daily-badge-label: ಕನ್ನಡ ದಿನಪತ್ರಿಕೆ [608, 285, 710, 309]
edition-suffix: ನೇ ವಸಂತ [71, 81, 114, 96]
advert-banner-text: ಶ್ರೀ ಮಹಾಲಕ್ಷ್ಮಿ ಜ್ಯುವೆಲರ್ಸ್ [1185, 304, 1407, 334]
lead-column-4: ಬಿಂಜಗೌಡ, ತಾಲ್ಲೂಕು ಸೌಹಾರ್ದ ಸಂಘದ ಅಧ್ಯಕ್ಷರಾದ ಪಿಡಿಒ ನಾಗರಾಜ್, ಮಾಜಿ ಜಿ.ಪಂ ಸದಸ್ಯರಾದ ಆರ್.ಟಿ.ರಮೇಶ್, ಬೊಮ್ಮನಹಳ್ಳಿ ರಾಮಚಂದ್ರಪ್ಪ, ಮುಖಂಡ ಸುಗ್ರೀವಹಳ್ಳಿ ನಾಗರಾಜ್, ರತ್ನಸಂದ್ರ ಗ್ರಾಮ ಪಂಚಾಯಿತಿ ಸದಸ್ಯರಾದ ದೊಡ್ಡಯ್ಯ, ರಾಜಣ್ಣ, ಪದ್ಮಾಕ್ಷಿ ರಾಮಚಂದ್ರಪ್ಪ, ಸುಜಾತಾ ಪಾಂಡುರಂಗಪ್ಪ, ಹರೀಶ್, ಇಂಜಿನಿಯರ್ ನಾಗೇಂದ್ರಪ್ಪ, ತಾ.ಪಂ ಸಹಾಯಕ ನಿರ್ದೇಶಕರಾದ ಕರಿಯಪ್ಪ, ಮುಖಂಡರಾದ ಬಾಬಣ್ಣ, ಗೋವಿಂದಪ್ಪ, ರಂಗನಾಥ ನಿಂಗಣ್ಣ, ಪಂಚಾಯ್ತಿ ಸಿಬ್ಬಂದಿ ನಾಗರತ್ನ, ಹನುಮಂತಪ್ಪ, ಶಿವಕುಮಾರ್, ಮಹೇಶ್, ಮಂಜುನಾಥ್, ದೇವರಾಜ್, ಕೃಷ್ಣಪ್ಪ, ರಾಮಚಂದ್ರಪ್ಪ, ಶಾರದಾ ಪಾಟೀಲ್, ಚಂದ್ರಪ್ಪ, ಲಕ್ಷ್ಮಮ್ಮ ಉಪಸ್ಥಿತರಿದ್ದರು. [723, 784, 941, 948]
issue-kn: ಸಂಚಿಕೆ: 202 [137, 387, 205, 404]
property-column-3: ಪ್ರಕ್ರಿಯೆ ನಡೆಸಿದರು. ಇದೇ ಪಟ್ಟಣ ಬ್ಯಾಂಕ್ ನ ಹಣ ಪ್ರಕರಣ ಕುರಿತು ಸಾಕಷ್ಟು ದಾಖಲೆಗಳಿದ್ದರೂ ಸಹ ಕ್ರಮ ಕೈಗೊಂಡಿಲ್ಲ. ಬ್ಯಾಂಕ್ ನಲ್ಲಿ ಠೇವಣಿ ಇಟ್ಟಿದ್ದ ಹಣ ಹಿಂದಿರುಗಿಸದೇ ವಂಚನೆ ಮಾಡಲಾಗಿದೆ ಎಂದು ಆರೋಪಿಸಿದರು. ಈ ಎಂಬ ಪಟ್ಟಣ ಪಂಚಾಯಿತಿ ಸೂಚಿ ಸಂಸ್ಥೆಯ ನೂತನ ಕಟ್ಟಡ ನಿರ್ಮಾಣದ ಬಗ್ಗೆ ಸಹ ದೂರುಗಳಿವೆ. ಕಟ್ಟಡ ನಿರ್ಮಾಣದಲ್ಲಿ ಕಳಪೆ ಕಾಮಗಾರಿ ನಡೆದಿದೆ. ಈ ಸಂದರ್ಭದಲ್ಲಿ ಕನ್ನಡ ರಕ್ಷಣಾ ವೇದಿಕೆಯ ಮುಖಂಡರು ಪತ್ರಿಕಾಗೋಷ್ಠಿಯಲ್ಲಿ ಭಾಗವಹಿಸಿ ಬೆಂಬಲ ವ್ಯಕ್ತಪಡಿಸಿದರು. ಸೋಮಶೇಖರ್, ಸತೀಶ್, ನರಸಿಂಹಮೂರ್ತಿ ಉಪಸ್ಥಿತರಿದ್ದರು. [524, 1385, 762, 1519]
jayanti-column-1: ತಿಪಟೂರು: ನಗರದ ಪ್ರವಾಸಿ ಮಂದಿರದಲ್ಲಿ ಡಿಎಸ್‌ಎಸ್ ರಾಜ್ಯ ಸಂಚಾಲಕ ಶ್ರೀನಿವಾಸ್ ನೇತೃತ್ವದಲ್ಲಿ ಕರ್ನಾಟಕ ದಲಿತ ಸಂಘರ್ಷ ಸಮಿತಿ ಅಂಬೇಡ್ಕರ್ ವಾದ ವತಿಯಿಂದ ಅಂಬೇಡ್ಕರ್ ಜನ್ಮದಿನ ಆಚರಣೆ ಮಾಡಲಾಯಿತು. ಈ ಸಂದರ್ಭದಲ್ಲಿ ಮಾತನಾಡಿದ ಜಿಲ್ಲಾ ಸಂಚಾಲಕ ಹರೀಶ್ ಗೌಡ ಮಾತನಾಡಿ ಅಂಬೇಡ್ಕರ್ ಅವರ ಜೀವನವೇ ನಮಗೆ ಸಂದೇಶ. ಅವರ ತತ್ವ ಸಿದ್ಧಾಂತಗಳನ್ನು ಪ್ರತಿಯೊಬ್ಬರು ಪಾಲಿಸಬೇಕು. ಸಂಚಾಲಕ ಶಿವಕುಮಾರ್, ಮಂಜುನಾಥ್, ಸತೀಶ್ ಕುಮಾರ್, ನಾಗರಾಜು ಹಾಗೂ ಇತರರು ಉಪಸ್ಥಿತರಿದ್ದರು. [952, 2088, 1208, 2207]
contact-line [557, 336, 1108, 358]
property-photo [274, 1115, 762, 1378]
title-red: ಮಿತ್ರ [779, 96, 950, 225]
cet-column-3: ಕಟ್ಟುನಿಟ್ಟಿನ ಕ್ರಮ ಕೈಗೊಂಡಿದೆ. ಪರೀಕ್ಷೆಯನ್ನು ಸುಗಮವಾಗಿ ನಡೆಸಲು ಸಕಲ ಸಿದ್ಧತೆ ಮಾಡಲಾಗಿದ್ದು, ಪರೀಕ್ಷಾ ಕೇಂದ್ರಗಳ ಸುತ್ತಮುತ್ತ ಜೆರಾಕ್ಸ್ ಅಂಗಡಿಗಳು, ಇಂಟರ್ ನೆಟ್ ಕೇಂದ್ರಗಳನ್ನು ಮುಚ್ಚಲು ಸೂಚಿಸಲಾಗಿದೆ. ಪರೀಕ್ಷೆ ಕೇಂದ್ರಗಳಲ್ಲಿ ವಿದ್ಯಾರ್ಥಿಗಳು [1251, 1626, 1480, 1685]
english-name: TUMKUR MITRA Kannada daily [354, 239, 767, 270]
demands-box [708, 1771, 934, 2253]
title-black: ತುಮಕೂರು [41, 96, 464, 225]
issue-en: Issue: 202 [137, 408, 220, 425]
play-arrow-icon: ▶ [807, 1359, 820, 1377]
lorry-column-2: ರಾಜ್ಯಾದ್ಯಂತ ಲಾರಿ ಸೇವೆ ಬಂದ್ ಮಾಡಿರುವುದರಿಂದ ತಾಲೂಕಿನಲ್ಲೂ ಲಾರಿ ಸೇವೆ ಸ್ಥಗಿತಗೊಳಿಸಲಾಗಿದೆ. ಲಾರಿ ಮಾಲೀಕರ ಸಂಘದ ಖಜಾಂಚಿ ಪ್ರಕಾಶ್ ಮಾತನಾಡಿ ದೇಶಕ್ಕಾಗಿ ದೈಹಿಕ ಕಾರ್ಮಿಕ ತಮ್ಮ ಕುಟುಂಬದ ಜೀವನ ನಿರ್ವಹಣೆಗಾಗಿ ದಿನದ 24 ಗಂಟೆ ದುಡಿಯುವ ಲಾರಿ ಮಾಲೀಕರು ಈಗ ಲಾರಿ ಸೇವೆ ಬಂದ್ ಮಾಡುವಂತಾಗಿದೆ. ಆದರೆ ಸರ್ಕಾರ ಮಾತ್ರ ಕಣ್ಣು ಮುಚ್ಚಿ ಕುಳಿತಿದೆ. ಸರ್ಕಾರ ನಮ್ಮ ಬೇಡಿಕೆಗಳನ್ನು ಈಡೇರಿಸಬೇಕು ಎಂದು ಆಗ್ರಹಿಸಿದರು. ಈ ಸಂದರ್ಭದಲ್ಲಿ ತಾಲ್ಲೂಕಿನ ಲಾರಿ ಮಾಲೀಕರು, ಚಾಲಕರು ಹಾಗೂ ಸಂಘದ ಪದಾಧಿಕಾರಿಗಳು ಉಪಸ್ಥಿತರಿದ್ದರು. [273, 2042, 479, 2206]
lead-column-2: ಅಧಿಕಾರಿಗಳು ಜನರಿಗೆ ಸ್ಪಂದಿಸುವ ಕೆಲಸ ಮಾಡಬೇಕು. ಪ್ರಾಮಾಣಿಕತೆ, ಪಾರದರ್ಶಕತೆ ಇದ್ದರೆ ದೇವರಾಗುವ ಮನಸ್ಥಿತಿ ಜನರಲ್ಲಿ ಬರುತ್ತದೆ. ಜನಪ್ರತಿನಿಧಿಗಳು, ಅಧಿಕಾರಿಗಳು ಒಗ್ಗೂಡಿ ಕೆಲಸ ಮಾಡಿದಾಗ ಮಾತ್ರ ದೇಶದ ಅಭಿವೃದ್ಧಿ ಸಾಧ್ಯ. ಶಿರಾ ತಾಲ್ಲೂಕಿನಲ್ಲಿ ಈಗಾಗಲೇ 6 ಹೊಸ ಗ್ರಾ.ಪಂ. ಕಟ್ಟಡಗಳು ನಿರ್ಮಾಣವಾಗಿವೆ. ಇನ್ನೊಂದು ವರ್ಷದಲ್ಲಿ ಉಳಿದ ಎಲ್ಲಾ ಗ್ರಾ.ಪಂ. ಕಟ್ಟಡಗಳು ನಿರ್ಮಾಣವಾಗಲಿವೆ. ಗ್ರಾಮ ಪಂಚಾಯಿತಿ ಕಟ್ಟಡದಲ್ಲಿ ಕೆಲಸ ನಿರ್ವಹಿಸುವ ಅಧಿಕಾರಿಗಳು ಕೆಲಸ ಮಾಡುವುದರ ಜೊತೆಗೆ ಜನರ ಸಮಸ್ಯೆಗಳನ್ನು ಆಲಿಸಿ ಪರಿಹರಿಸಬೇಕು. ಇದರಿಂದ ಗ್ರಾಮದ ಅಭಿವೃದ್ಧಿ ಸಾಧ್ಯ. ಇದರಿಂದ ದೊರೆತ, ಸಾರ್ವಜನಿಕರಿಗೆ ಒಂದೇ ಸೂರಿನಡಿ ಕೆಲಸ ಕಾರ್ಯಗಳು ಮಾಡಲು ಅನುಕೂಲವಾಗಿದೆ ಎಂದರು. ವಿಧಾನಪರಿಷತ್ ಸದಸ್ಯ ಚಿದಾನಂದ್ [271, 784, 489, 978]
demand-item: ► ಎಫ್‌ಸಿ ಶುಲ್ಕ ಕಡಿಮೆ ಮಾಡಬೇಕು. [708, 1947, 934, 1985]
demand-item: ► ಟೋಲ್ ಸಂಗ್ರಹ ಕೈ ಬಿಡಬೇಕು. [708, 1847, 934, 1886]
